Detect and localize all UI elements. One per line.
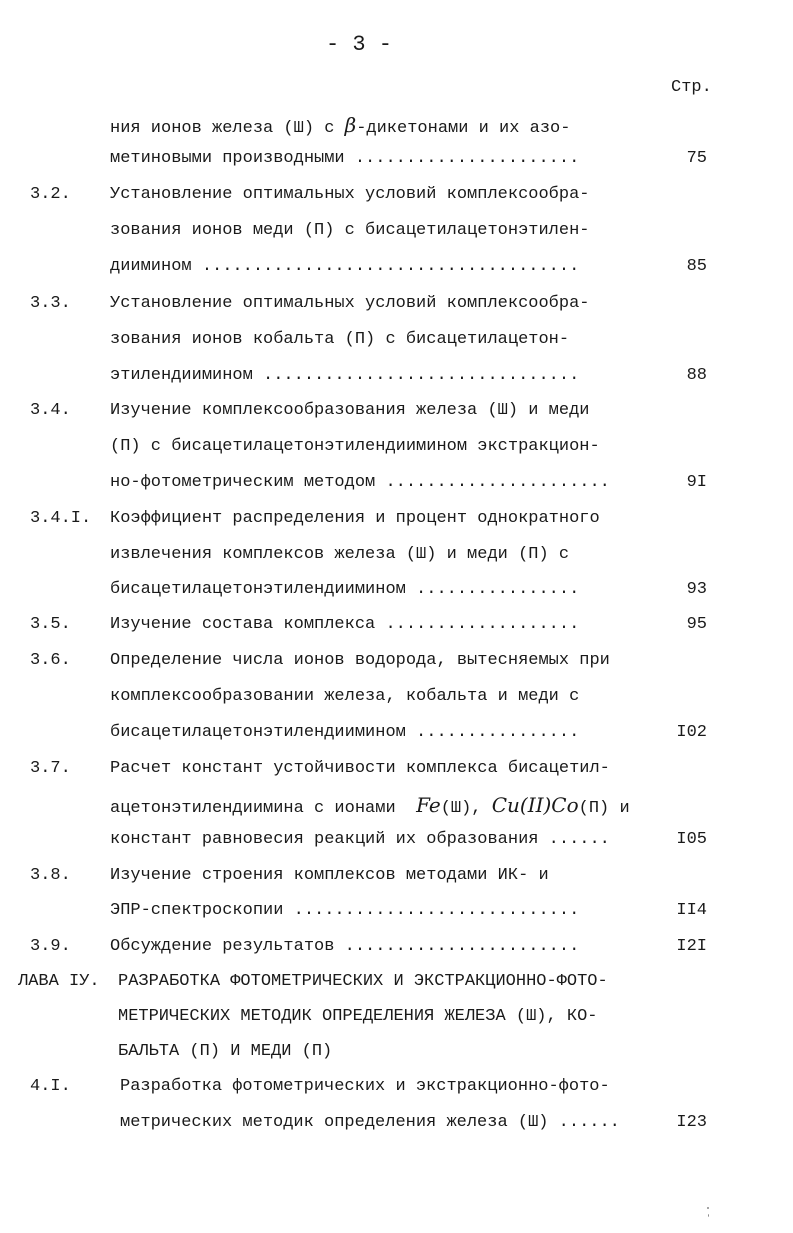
toc-entry-3-3-line-3: этилендиимином ............................... (110, 366, 580, 385)
toc-entry-3-8-line-2: ЭПР-спектроскопии ............................ (110, 901, 580, 920)
toc-entry-3-6-line-2: комплексообразовании железа, кобальта и меди с (110, 687, 580, 706)
chapter-4-line-1: РАЗРАБОТКА ФОТОМЕТРИЧЕСКИХ И ЭКСТРАКЦИОННО-ФОТО- (118, 972, 608, 991)
toc-entry-4-1-number: 4.I. (30, 1077, 71, 1096)
toc-entry-3-2-number: 3.2. (30, 185, 71, 204)
toc-entry-3-7-line-3: констант равновесия реакций их образования ...... (110, 830, 610, 849)
toc-entry-4-1-line-2: метрических методик определения железа (Ш) ...... (120, 1113, 620, 1132)
toc-entry-3-4-1-line-1: Коэффициент распределения и процент однократного (110, 509, 600, 528)
toc-entry-3-4-1-line-2: извлечения комплексов железа (Ш) и меди (П) с (110, 545, 570, 564)
toc-entry-0-line-1: ния ионов железа (Ш) с β-дикетонами и их азо- (110, 113, 571, 138)
toc-entry-3-6-line-1: Определение числа ионов водорода, вытесняемых при (110, 651, 610, 670)
toc-entry-3-2-page: 85 (686, 257, 707, 276)
toc-entry-3-9-page: I2I (676, 937, 707, 956)
chapter-4-line-2: МЕТРИЧЕСКИХ МЕТОДИК ОПРЕДЕЛЕНИЯ ЖЕЛЕЗА (Ш), КО- (118, 1007, 598, 1026)
toc-entry-3-4-1-number: 3.4.I. (30, 509, 92, 528)
toc-entry-3-8-page: II4 (676, 901, 707, 920)
toc-entry-4-1-page: I23 (676, 1113, 707, 1132)
toc-entry-3-9-number: 3.9. (30, 937, 71, 956)
chapter-4-line-3: БАЛЬТА (П) И МЕДИ (П) (118, 1042, 333, 1061)
beta-symbol: β (344, 113, 357, 137)
toc-entry-3-2-line-3: диимином ..................................... (110, 257, 580, 276)
scan-speck (708, 1214, 709, 1217)
toc-entry-3-6-line-3: бисацетилацетонэтилендиимином ................ (110, 723, 580, 742)
handwritten-cu-co: Cu(II)Co (491, 793, 579, 817)
toc-entry-3-4-1-page: 93 (686, 580, 707, 599)
toc-entry-3-8-line-1: Изучение строения комплексов методами ИК- и (110, 866, 549, 885)
toc-entry-0-line-2: метиновыми производными ...................... (110, 149, 580, 168)
toc-entry-3-4-line-1: Изучение комплексообразования железа (Ш) и меди (110, 401, 590, 420)
toc-entry-3-3-number: 3.3. (30, 294, 71, 313)
toc-entry-0-page: 75 (686, 149, 707, 168)
toc-entry-3-4-page: 9I (686, 473, 707, 492)
toc-entry-3-4-line-3: но-фотометрическим методом ...................... (110, 473, 610, 492)
toc-entry-3-5-page: 95 (686, 615, 707, 634)
toc-entry-3-2-line-2: зования ионов меди (П) с бисацетилацетонэтилен- (110, 221, 590, 240)
toc-entry-3-4-1-line-3: бисацетилацетонэтилендиимином ................ (110, 580, 580, 599)
toc-entry-3-3-line-2: зования ионов кобальта (П) с бисацетилацетон- (110, 330, 570, 349)
toc-entry-3-7-line-2: ацетонэтилендиимина с ионами Fe(Ш), Cu(II)Co(П) и (110, 793, 630, 818)
scan-speck (707, 1207, 709, 1209)
toc-entry-3-9-line-1: Обсуждение результатов ....................... (110, 937, 580, 956)
toc-entry-3-7-page: I05 (676, 830, 707, 849)
toc-entry-4-1-line-1: Разработка фотометрических и экстракционно-фото- (120, 1077, 610, 1096)
toc-entry-3-6-number: 3.6. (30, 651, 71, 670)
handwritten-fe: Fe (416, 793, 441, 817)
toc-entry-3-7-line-1: Расчет констант устойчивости комплекса бисацетил- (110, 759, 610, 778)
toc-entry-3-3-line-1: Установление оптимальных условий комплексообра- (110, 294, 590, 313)
chapter-4-number: ЛАВА IУ. (18, 972, 100, 991)
toc-entry-3-7-number: 3.7. (30, 759, 71, 778)
page-column-header: Стр. (671, 78, 712, 97)
toc-entry-3-4-line-2: (П) с бисацетилацетонэтилендиимином экстракцион- (110, 437, 600, 456)
toc-entry-3-8-number: 3.8. (30, 866, 71, 885)
toc-entry-3-6-page: I02 (676, 723, 707, 742)
toc-entry-3-5-number: 3.5. (30, 615, 71, 634)
toc-entry-3-2-line-1: Установление оптимальных условий комплексообра- (110, 185, 590, 204)
toc-entry-3-4-number: 3.4. (30, 401, 71, 420)
toc-entry-3-3-page: 88 (686, 366, 707, 385)
toc-entry-3-5-line-1: Изучение состава комплекса ................... (110, 615, 580, 634)
page-number: - 3 - (326, 32, 393, 57)
